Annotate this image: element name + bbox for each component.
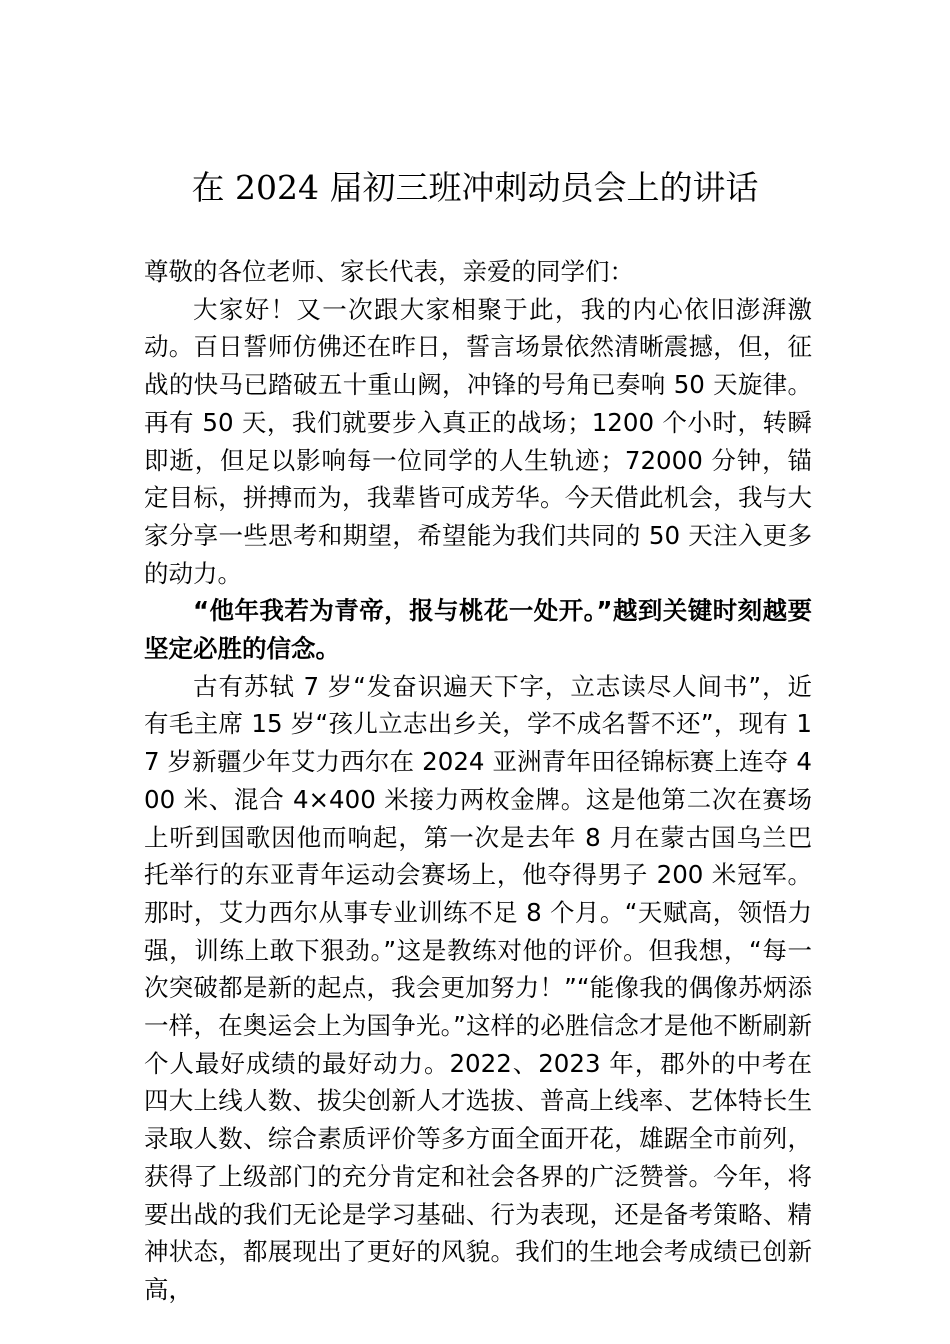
document-body	[144, 253, 812, 1309]
document-title: 在 2024 届初三班冲刺动员会上的讲话	[191, 168, 759, 207]
section-heading: “他年我若为青帝，报与桃花一处开。”越到关键时刻越要坚定必胜的信念。	[144, 596, 812, 664]
paragraph-opening: 大家好！又一次跟大家相聚于此，我的内心依旧澎湃激动。百日誓师仿佛还在昨日，誓言场景依然清晰震撼，但，征战的快马已踏破五十重山阙，冲锋的号角已奏响 50 天旋律。再有 50 天，我们就要步入真正的战场；1200 个小时，转瞬即逝，但足以影响每一位同学的人生轨迹；72000 分钟，锚定目标，拼搏而为，我辈皆可成芳华。今天借此机会，我与大家分享一些思考和期望，希望能为我们共同的 50 天注入更多的动力。	[144, 294, 812, 588]
salutation: 尊敬的各位老师、家长代表，亲爱的同学们：	[144, 257, 634, 286]
paragraph-body: 古有苏轼 7 岁“发奋识遍天下字，立志读尽人间书”，近有毛主席 15 岁“孩儿立志出乡关，学不成名誓不还”，现有 17 岁新疆少年艾力西尔在 2024 亚洲青年田径锦标赛上连夺 400 米、混合 4×400 米接力两枚金牌。这是他第二次在赛场上听到国歌因他而响起，第一次是去年 8 月在蒙古国乌兰巴托举行的东亚青年运动会赛场上，他夺得男子 200 米冠军。那时，艾力西尔从事专业训练不足 8 个月。“天赋高，领悟力强，训练上敢下狠劲。”这是教练对他的评价。但我想，“每一次突破都是新的起点，我会更加努力！”“能像我的偶像苏炳添一样，在奥运会上为国争光。”这样的必胜信念才是他不断刷新个人最好成绩的最好动力。2022、2023 年，郡外的中考在四大上线人数、拔尖创新人才选拔、普高上线率、艺体特长生录取人数、综合素质评价等多方面全面开花，雄踞全市前列，获得了上级部门的充分肯定和社会各界的广泛赞誉。今年，将要出战的我们无论是学习基础、行为表现，还是备考策略、精神状态，都展现出了更好的风貌。我们的生地会考成绩已创新高，	[144, 671, 812, 1304]
